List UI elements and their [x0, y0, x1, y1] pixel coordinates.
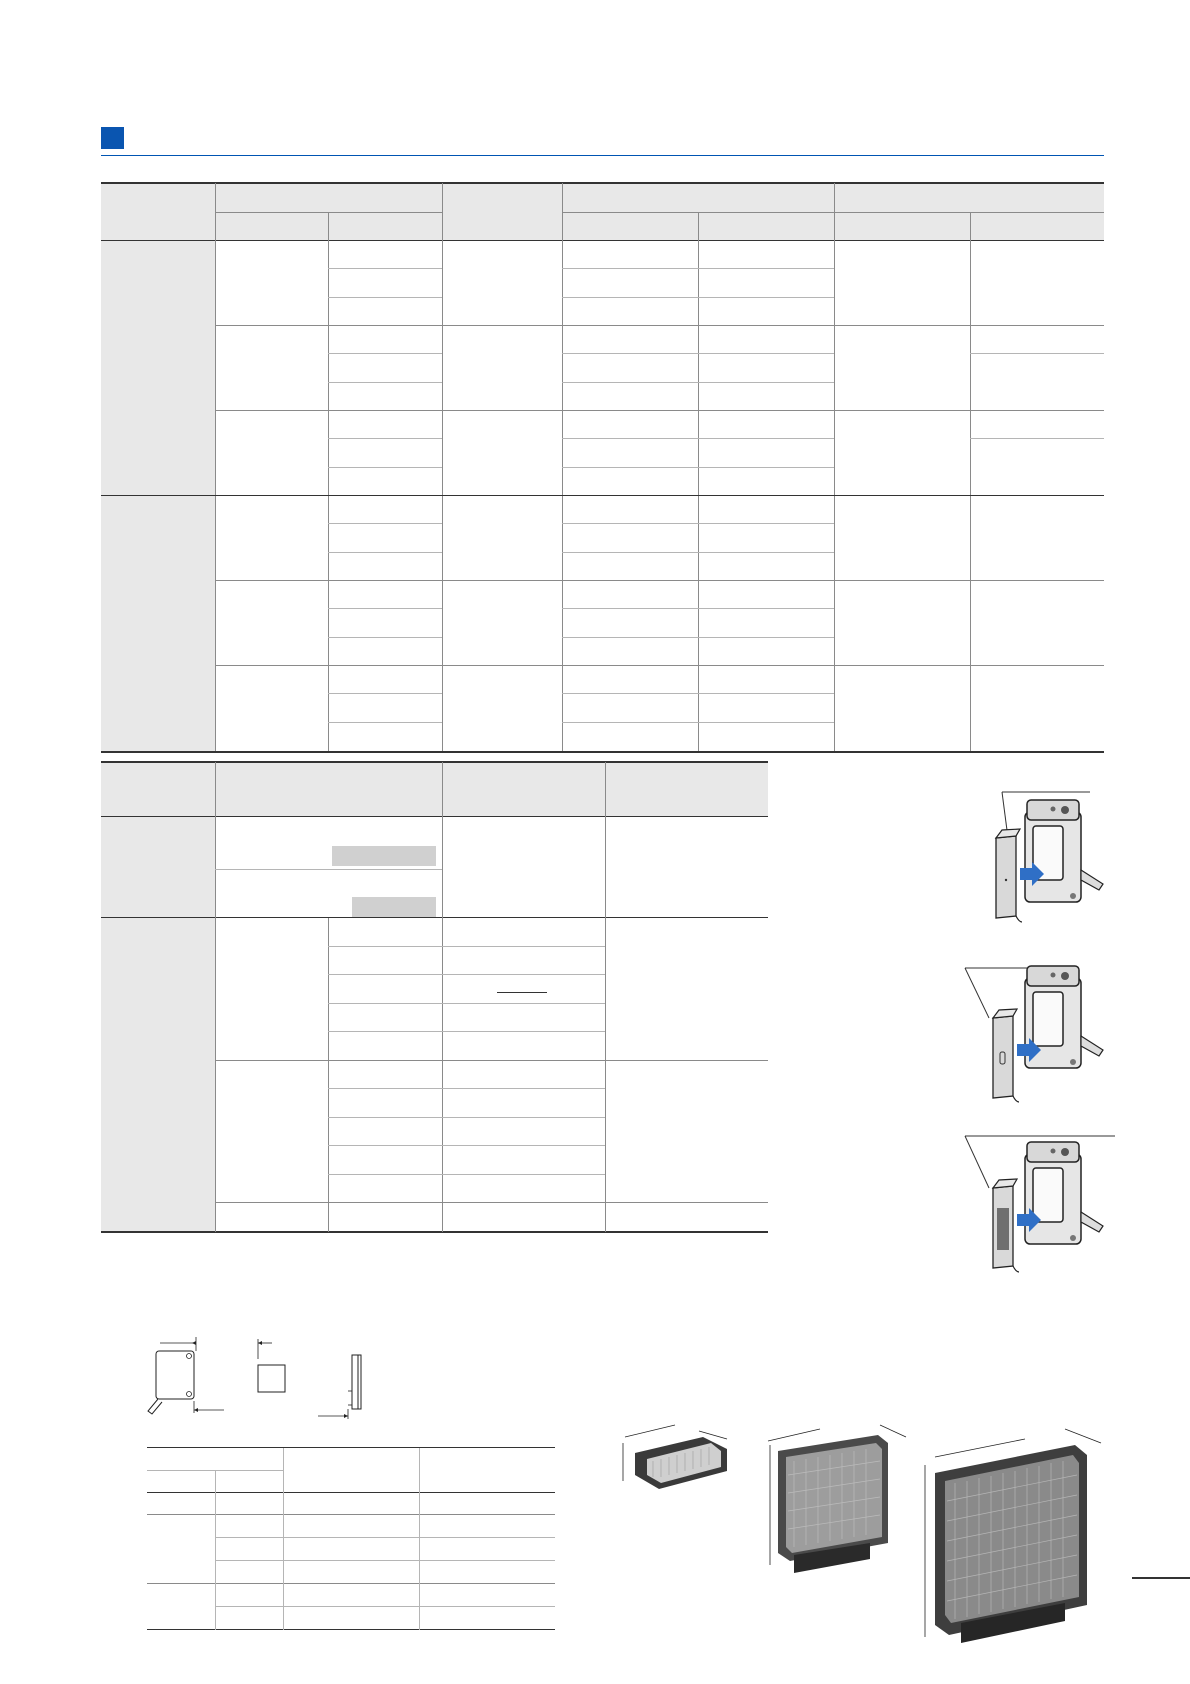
- row-line: [562, 722, 834, 723]
- table-row-header-group-1: [101, 241, 215, 496]
- row-line: [328, 1088, 605, 1089]
- header-bottom: [101, 240, 1104, 241]
- table-row-header: [101, 918, 215, 1231]
- row-line: [562, 297, 834, 298]
- section-divider: [101, 917, 768, 918]
- group-divider: [101, 495, 1104, 496]
- row-line: [562, 693, 834, 694]
- sensor-with-cap-filter-icon: [955, 1128, 1120, 1278]
- row-line: [328, 552, 442, 553]
- section-rule: [101, 155, 1104, 156]
- row-line: [328, 693, 442, 694]
- row-line: [215, 1606, 555, 1607]
- header-bottom: [101, 816, 768, 817]
- row-line: [147, 1583, 555, 1584]
- table-top-border: [101, 182, 1104, 184]
- subgroup-divider: [215, 1202, 768, 1203]
- table-row-header: [101, 817, 215, 918]
- row-line: [328, 1174, 605, 1175]
- header-divider: [562, 212, 1104, 213]
- subgroup-divider: [215, 410, 1104, 411]
- section-marker: [101, 127, 124, 149]
- col-divider: [970, 212, 971, 751]
- row-line: [562, 608, 834, 609]
- row-line: [328, 438, 442, 439]
- row-line: [147, 1514, 555, 1515]
- row-line: [970, 353, 1104, 354]
- sensor-with-cap-pinhole-icon: [960, 780, 1120, 930]
- row-line: [328, 523, 442, 524]
- col-divider: [328, 918, 329, 1232]
- col-divider: [442, 762, 443, 1232]
- row-line: [328, 1031, 605, 1032]
- highlight-box: [332, 846, 436, 866]
- row-line: [328, 637, 442, 638]
- sensor-with-cap-slit-icon: [955, 960, 1115, 1110]
- row-line: [562, 438, 834, 439]
- row-line: [215, 1560, 555, 1561]
- row-line: [328, 974, 605, 975]
- table-bottom-border: [101, 751, 1104, 753]
- row-line: [215, 1537, 555, 1538]
- row-line: [970, 438, 1104, 439]
- subgroup-divider: [215, 325, 1104, 326]
- row-line: [562, 382, 834, 383]
- row-line: [328, 722, 442, 723]
- row-line: [328, 382, 442, 383]
- table-top-border: [101, 761, 768, 763]
- row-line: [328, 467, 442, 468]
- large-reflector-icon: [915, 1415, 1110, 1650]
- small-reflector-icon: [615, 1415, 745, 1495]
- col-divider: [605, 762, 606, 1232]
- aperture-square-icon: [258, 1339, 285, 1392]
- highlight-box: [352, 897, 436, 917]
- row-line: [562, 353, 834, 354]
- row-line: [328, 1003, 605, 1004]
- col-divider: [328, 212, 329, 751]
- placeholder-dash: [497, 992, 547, 993]
- subgroup-divider: [215, 665, 1104, 666]
- table-bottom-border: [101, 1231, 768, 1233]
- row-line: [562, 552, 834, 553]
- medium-reflector-icon: [760, 1415, 910, 1580]
- subgroup-divider: [215, 580, 1104, 581]
- table-top-border: [147, 1447, 555, 1448]
- row-line: [562, 268, 834, 269]
- table-bottom-border: [147, 1629, 555, 1630]
- row-line: [562, 637, 834, 638]
- table-row-header-group-2: [101, 496, 215, 751]
- dimension-sketches: [140, 1325, 380, 1425]
- row-line: [328, 1117, 605, 1118]
- col-divider: [215, 762, 216, 1232]
- cap-profile-icon: [318, 1355, 361, 1419]
- col-divider: [419, 1448, 420, 1630]
- col-divider: [215, 1470, 216, 1630]
- sensor-side-dimension-icon: [148, 1337, 224, 1414]
- row-line: [328, 268, 442, 269]
- col-divider: [283, 1448, 284, 1630]
- row-line: [215, 869, 442, 870]
- row-line: [328, 297, 442, 298]
- row-line: [562, 467, 834, 468]
- row-line: [328, 1145, 605, 1146]
- row-line: [328, 608, 442, 609]
- row-line: [328, 946, 605, 947]
- header-bottom: [147, 1492, 555, 1493]
- row-line: [562, 523, 834, 524]
- subgroup-divider: [215, 1060, 768, 1061]
- row-line: [328, 353, 442, 354]
- table-header: [101, 762, 768, 817]
- page-footer-rule: [1132, 1577, 1190, 1579]
- col-divider: [698, 212, 699, 751]
